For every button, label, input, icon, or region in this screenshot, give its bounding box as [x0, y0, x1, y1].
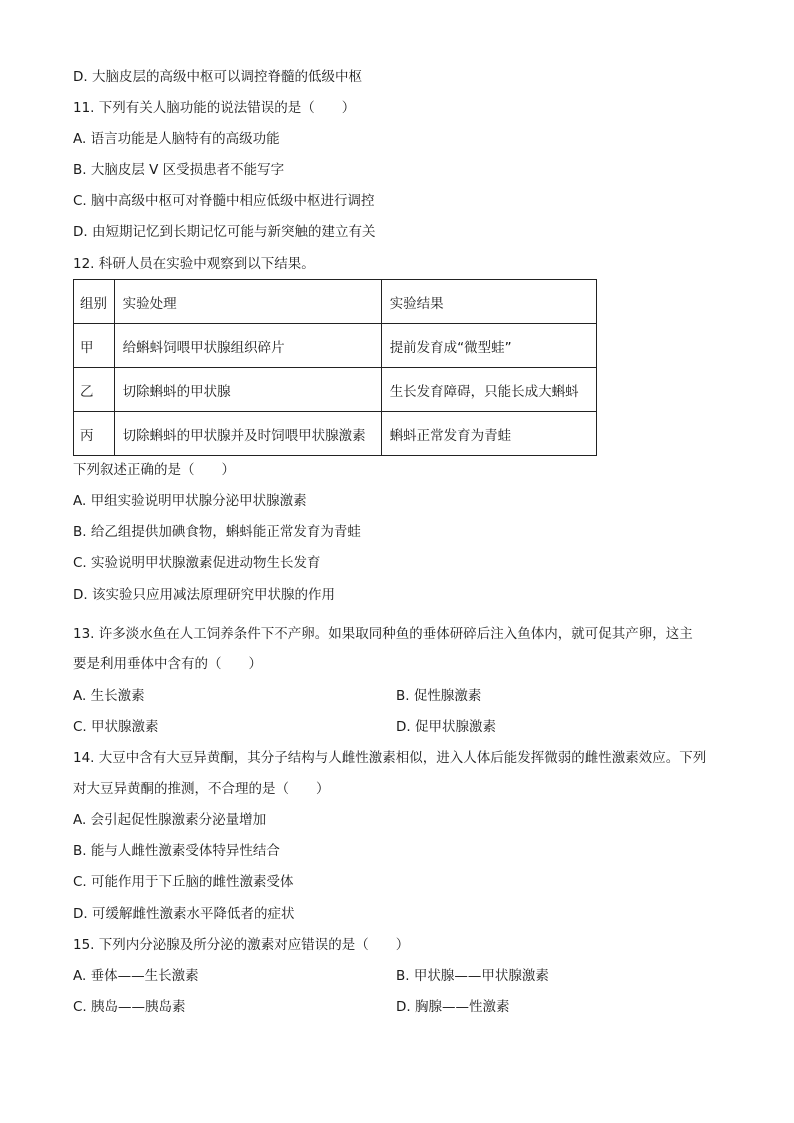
- q12-option-c: C. 实验说明甲状腺激素促进动物生长发育: [73, 555, 321, 571]
- table-row: [74, 324, 597, 368]
- table-cell: 生长发育障碍，只能长成大蝌蚪: [381, 368, 596, 412]
- table-cell: 乙: [74, 368, 115, 412]
- experiment-table: [73, 279, 597, 456]
- q13-option-d: D. 促甲状腺激素: [396, 719, 496, 735]
- q14-stem-line2: 对大豆异黄酮的推测，不合理的是（ ）: [73, 781, 330, 797]
- table-header-row: [74, 280, 597, 324]
- table-row: [74, 412, 597, 456]
- q15-stem: 15. 下列内分泌腺及所分泌的激素对应错误的是（ ）: [73, 937, 410, 953]
- q13-option-b: B. 促性腺激素: [396, 688, 482, 704]
- table-header-cell: 实验结果: [381, 280, 596, 324]
- q12-option-b: B. 给乙组提供加碘食物，蝌蚪能正常发育为青蛙: [73, 524, 361, 540]
- q10-option-d: D. 大脑皮层的高级中枢可以调控脊髓的低级中枢: [73, 69, 362, 85]
- q11-stem: 11. 下列有关人脑功能的说法错误的是（ ）: [73, 100, 356, 116]
- q14-option-c: C. 可能作用于下丘脑的雌性激素受体: [73, 874, 294, 890]
- q11-option-b: B. 大脑皮层 V 区受损患者不能写字: [73, 162, 285, 178]
- table-cell: 切除蝌蚪的甲状腺: [114, 368, 381, 412]
- q12-stem: 12. 科研人员在实验中观察到以下结果。: [73, 256, 315, 272]
- q14-option-d: D. 可缓解雌性激素水平降低者的症状: [73, 906, 295, 922]
- table-cell: 甲: [74, 324, 115, 368]
- table-cell: 给蝌蚪饲喂甲状腺组织碎片: [114, 324, 381, 368]
- q15-option-d: D. 胸腺——性激素: [396, 999, 510, 1015]
- q14-option-b: B. 能与人雌性激素受体特异性结合: [73, 843, 280, 859]
- q13-stem-line1: 13. 许多淡水鱼在人工饲养条件下不产卵。如果取同种鱼的垂体研碎后注入鱼体内，就可促其产卵，这主: [73, 626, 693, 642]
- table-cell: 切除蝌蚪的甲状腺并及时饲喂甲状腺激素: [114, 412, 381, 456]
- q14-stem-line1: 14. 大豆中含有大豆异黄酮，其分子结构与人雌性激素相似，进入人体后能发挥微弱的雌性激素效应。下列: [73, 750, 707, 766]
- q11-option-d: D. 由短期记忆到长期记忆可能与新突触的建立有关: [73, 224, 376, 240]
- q15-option-b: B. 甲状腺——甲状腺激素: [396, 968, 549, 984]
- q13-stem-line2: 要是利用垂体中含有的（ ）: [73, 656, 262, 672]
- table-cell: 丙: [74, 412, 115, 456]
- q11-option-c: C. 脑中高级中枢可对脊髓中相应低级中枢进行调控: [73, 193, 375, 209]
- q15-option-c: C. 胰岛——胰岛素: [73, 999, 186, 1015]
- q13-option-c: C. 甲状腺激素: [73, 719, 159, 735]
- table-cell: 提前发育成“微型蛙”: [381, 324, 596, 368]
- table-row: [74, 368, 597, 412]
- q12-question: 下列叙述正确的是（ ）: [73, 462, 235, 478]
- q14-option-a: A. 会引起促性腺激素分泌量增加: [73, 812, 267, 828]
- q13-option-a: A. 生长激素: [73, 688, 145, 704]
- q12-option-d: D. 该实验只应用减法原理研究甲状腺的作用: [73, 587, 335, 603]
- table-header-cell: 组别: [74, 280, 115, 324]
- table-cell: 蝌蚪正常发育为青蛙: [381, 412, 596, 456]
- q11-option-a: A. 语言功能是人脑特有的高级功能: [73, 131, 280, 147]
- table-header-cell: 实验处理: [114, 280, 381, 324]
- q15-option-a: A. 垂体——生长激素: [73, 968, 199, 984]
- q12-option-a: A. 甲组实验说明甲状腺分泌甲状腺激素: [73, 493, 307, 509]
